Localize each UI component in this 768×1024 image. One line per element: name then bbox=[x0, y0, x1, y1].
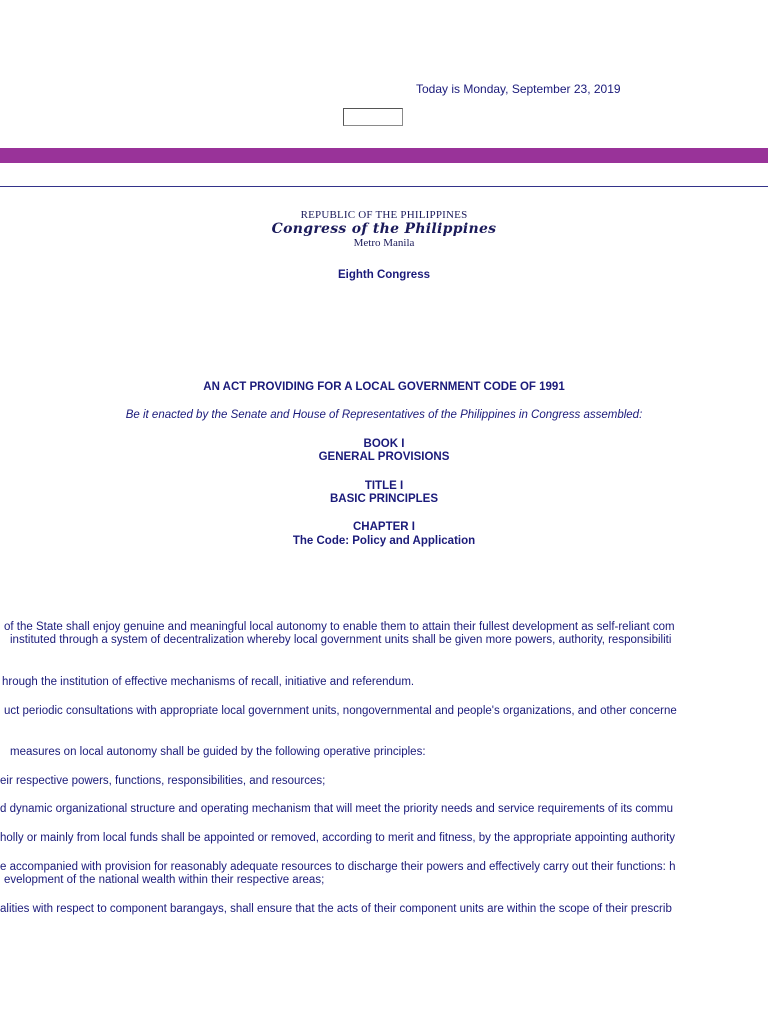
title-number: TITLE I bbox=[364, 480, 404, 492]
body-line: holly or mainly from local funds shall be appointed or removed, according to merit and fitness, by the appropriate appointing authority bbox=[0, 832, 676, 844]
body-line: uct periodic consultations with appropriate local government units, nongovernmental and people's organizations, and other concerne bbox=[4, 705, 677, 717]
date-text: Today is Monday, September 23, 2019 bbox=[416, 82, 621, 96]
body-line: of the State shall enjoy genuine and meaningful local autonomy to enable them to attain their fullest development as self-reliant com bbox=[4, 621, 675, 633]
book-title: GENERAL PROVISIONS bbox=[318, 451, 450, 463]
congress-number: Eighth Congress bbox=[337, 269, 430, 281]
republic-label: REPUBLIC OF THE PHILIPPINES bbox=[300, 209, 468, 221]
congress-name: Congress of the Philippines bbox=[271, 221, 497, 237]
body-line: d dynamic organizational structure and operating mechanism that will meet the priority needs and service requirements of its commu bbox=[0, 803, 674, 815]
title-name: BASIC PRINCIPLES bbox=[330, 493, 438, 505]
body-line: e accompanied with provision for reasonably adequate resources to discharge their powers and effectively carry out their functions: h bbox=[0, 861, 676, 873]
horizontal-rule bbox=[0, 186, 768, 187]
location-label: Metro Manila bbox=[353, 237, 415, 249]
body-line: hrough the institution of effective mechanisms of recall, initiative and referendum. bbox=[2, 676, 415, 688]
body-line: evelopment of the national wealth within their respective areas; bbox=[4, 874, 325, 886]
chapter-number: CHAPTER I bbox=[353, 521, 415, 533]
act-title: AN ACT PROVIDING FOR A LOCAL GOVERNMENT CODE OF 1991 bbox=[203, 381, 565, 393]
body-line: alities with respect to component barangays, shall ensure that the acts of their component units are within the scope of their prescrib bbox=[0, 903, 672, 915]
chapter-title: The Code: Policy and Application bbox=[292, 535, 476, 547]
search-input[interactable] bbox=[343, 108, 403, 126]
body-line: measures on local autonomy shall be guided by the following operative principles: bbox=[10, 746, 426, 758]
body-line: eir respective powers, functions, responsibilities, and resources; bbox=[0, 775, 326, 787]
enacting-clause: Be it enacted by the Senate and House of Representatives of the Philippines in Congress assembled: bbox=[125, 409, 643, 421]
header-color-bar bbox=[0, 148, 768, 163]
body-line: instituted through a system of decentralization whereby local government units shall be given more powers, authority, responsibiliti bbox=[10, 634, 672, 646]
masthead bbox=[0, 209, 768, 249]
book-number: BOOK I bbox=[363, 438, 405, 450]
